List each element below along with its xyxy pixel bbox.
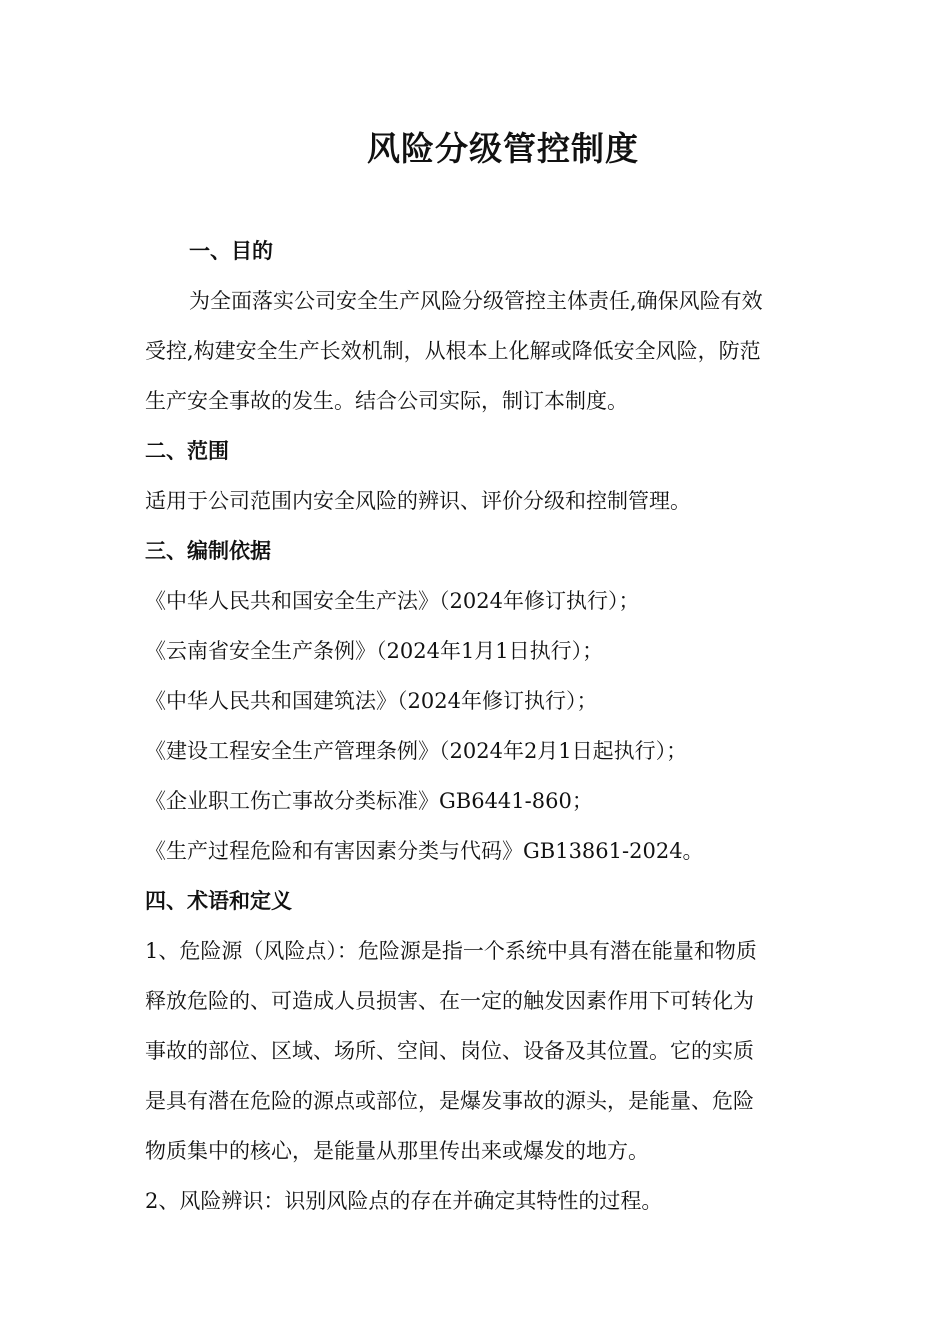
- paragraph-line: 释放危险的、可造成人员损害、在一定的触发因素作用下可转化为: [145, 989, 754, 1013]
- section-heading-terms: 四、术语和定义: [145, 888, 292, 913]
- section-heading-scope: 二、范围: [145, 438, 229, 463]
- reference-item: 《中华人民共和国安全生产法》（2024年修订执行）；: [145, 589, 640, 613]
- reference-item: 《生产过程危险和有害因素分类与代码》GB13861-2024。: [145, 839, 704, 863]
- section-heading-purpose: 一、目的: [189, 238, 273, 263]
- paragraph-line: 为全面落实公司安全生产风险分级管控主体责任,确保风险有效: [189, 289, 763, 313]
- paragraph-line: 生产安全事故的发生。结合公司实际，制订本制度。: [145, 389, 628, 413]
- paragraph-line: 物质集中的核心，是能量从那里传出来或爆发的地方。: [145, 1139, 649, 1163]
- reference-item: 《建设工程安全生产管理条例》（2024年2月1日起执行）；: [145, 739, 688, 763]
- document-body: [145, 226, 805, 1226]
- paragraph-line: 是具有潜在危险的源点或部位，是爆发事故的源头，是能量、危险: [145, 1089, 754, 1113]
- paragraph-line: 受控,构建安全生产长效机制，从根本上化解或降低安全风险，防范: [145, 339, 761, 363]
- reference-item: 《云南省安全生产条例》（2024年1月1日执行）；: [145, 639, 604, 663]
- paragraph-line: 适用于公司范围内安全风险的辨识、评价分级和控制管理。: [145, 489, 691, 513]
- paragraph-line: 1、危险源（风险点）：危险源是指一个系统中具有潜在能量和物质: [145, 939, 757, 963]
- reference-item: 《中华人民共和国建筑法》（2024年修订执行）；: [145, 689, 598, 713]
- section-heading-basis: 三、编制依据: [145, 538, 271, 563]
- document-title: 风险分级管控制度: [367, 129, 639, 168]
- paragraph-line: 2、风险辨识：识别风险点的存在并确定其特性的过程。: [145, 1189, 663, 1213]
- reference-item: 《企业职工伤亡事故分类标准》GB6441-860；: [145, 789, 593, 813]
- paragraph-line: 事故的部位、区域、场所、空间、岗位、设备及其位置。它的实质: [145, 1039, 754, 1063]
